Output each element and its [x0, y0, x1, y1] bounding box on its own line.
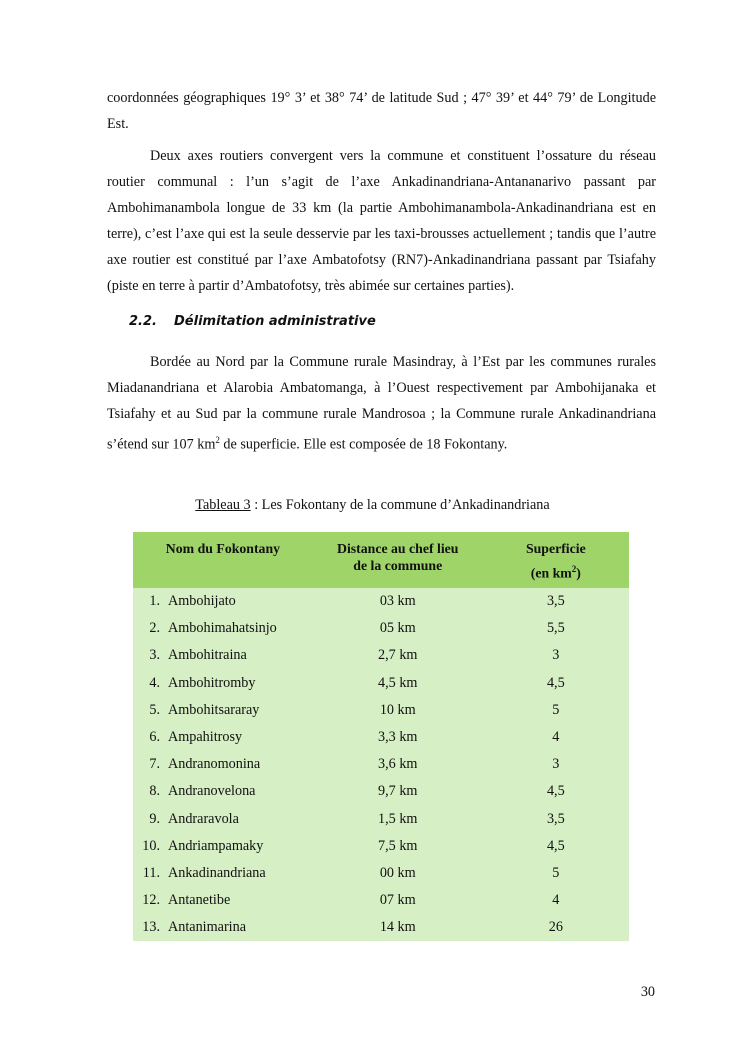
row-index: 6. [149, 729, 160, 746]
row-index: 10. [142, 837, 160, 854]
cell-distance: 4,5 km [378, 674, 418, 691]
table-caption [0, 497, 745, 514]
header-distance [313, 532, 483, 588]
row-index: 2. [149, 620, 160, 637]
cell-name [133, 642, 313, 669]
cell-distance: 00 km [379, 864, 416, 881]
cell-area: 3 [552, 756, 560, 773]
cell-name [133, 670, 313, 697]
header-area-sup: 2 [571, 564, 577, 574]
table-row [133, 751, 629, 778]
page-number: 30 [640, 984, 655, 1000]
cell-area: 3,5 [546, 593, 565, 610]
table-row [133, 697, 629, 724]
cell-name [133, 778, 313, 805]
cell-distance: 05 km [379, 620, 416, 637]
table-row [133, 860, 629, 887]
row-index: 4. [149, 674, 160, 691]
paragraph-boundaries [107, 349, 656, 458]
fokontany-name: Andranomonina [168, 756, 261, 773]
cell-area: 5 [552, 701, 560, 718]
cell-distance: 07 km [379, 892, 416, 909]
header-area-close: ) [576, 565, 581, 581]
row-index: 9. [149, 810, 160, 827]
paragraph-boundaries-text: Bordée au Nord par la Commune rurale Masindray, à l’Est par les communes rurales Miadanandriana et Alarobia Ambatomanga, à l’Ouest respectivement par Ambohijanaka et Tsiafahy et au Sud par la commune rurale Mandrosoa ; la Commune rurale Ankadinandriana s’étend sur 107 km [107, 354, 656, 453]
fokontany-name: Ambohitsararay [168, 701, 260, 718]
fokontany-name: Antanimarina [168, 919, 247, 936]
row-index: 3. [149, 647, 160, 664]
cell-area: 4,5 [546, 837, 565, 854]
cell-name [133, 860, 313, 887]
table-row [133, 615, 629, 642]
cell-area: 3 [552, 647, 560, 664]
paragraph-coordinates: coordonnées géographiques 19° 3’ et 38° 74’ de latitude Sud ; 47° 39’ et 44° 79’ de Longitude Est. [107, 90, 656, 132]
cell-area: 3,5 [546, 810, 565, 827]
cell-area: 4 [552, 729, 560, 746]
fokontany-name: Andriampamaky [168, 837, 264, 854]
paragraph-road-axes: Deux axes routiers convergent vers la commune et constituent l’ossature du réseau routier communal : l’un s’agit de l’axe Ankadinandriana-Antananarivo passant par Ambohimanambola longue de 33 km (la partie Ambohimanambola-Ankadinandriana est en terre), c’est l’axe qui est la seule desservie par les taxi-brousses actuellement ; tandis que l’autre axe routier est constitué par l’axe Ambatofotsy (RN7)-Ankadinandriana passant par Tsiafahy (piste en terre à partir d’Ambatofotsy, très abimée sur certaines parties). [107, 148, 656, 294]
cell-distance: 9,7 km [378, 783, 418, 800]
table-row [133, 724, 629, 751]
header-name: Nom du Fokontany [165, 541, 281, 556]
cell-area: 26 [548, 919, 563, 936]
row-index: 13. [142, 919, 160, 936]
fokontany-name: Ampahitrosy [168, 729, 243, 746]
superscript-2: 2 [215, 435, 220, 445]
cell-distance: 03 km [379, 593, 416, 610]
cell-name [133, 724, 313, 751]
table-caption-text: : Les Fokontany de la commune d’Ankadinandriana [250, 497, 550, 513]
cell-name [133, 615, 313, 642]
table-row [133, 588, 629, 615]
cell-area: 4,5 [546, 783, 565, 800]
cell-area: 4 [552, 892, 560, 909]
header-area-line2 [531, 561, 581, 582]
header-distance-line2: de la commune [353, 558, 443, 573]
table-header-row [133, 532, 629, 588]
cell-area: 5 [552, 864, 560, 881]
cell-distance: 10 km [379, 701, 416, 718]
table-row [133, 778, 629, 805]
table-caption-label: Tableau 3 [195, 497, 251, 513]
header-area-line1: Superficie [525, 541, 586, 556]
row-index: 11. [142, 864, 160, 881]
row-index: 8. [149, 783, 160, 800]
cell-name [133, 751, 313, 778]
header-area-unit: (en km [530, 565, 572, 581]
row-index: 7. [149, 756, 160, 773]
row-index: 5. [149, 701, 160, 718]
cell-distance: 3,3 km [378, 729, 418, 746]
table-row [133, 642, 629, 669]
fokontany-name: Andraravola [168, 810, 239, 827]
table-row [133, 806, 629, 833]
cell-name [133, 914, 313, 941]
cell-distance: 2,7 km [378, 647, 418, 664]
table-body [133, 588, 629, 941]
cell-distance: 14 km [379, 919, 416, 936]
table-row [133, 833, 629, 860]
row-index: 1. [149, 593, 160, 610]
table-row [133, 887, 629, 914]
fokontany-name: Ankadinandriana [168, 864, 266, 881]
cell-name [133, 833, 313, 860]
cell-name [133, 887, 313, 914]
fokontany-name: Ambohitraina [168, 647, 247, 664]
cell-name [133, 697, 313, 724]
table-row [133, 914, 629, 941]
fokontany-name: Ambohijato [168, 593, 236, 610]
fokontany-name: Ambohitromby [168, 674, 256, 691]
cell-name [133, 806, 313, 833]
cell-distance: 7,5 km [378, 837, 418, 854]
fokontany-name: Antanetibe [168, 892, 231, 909]
section-heading [129, 314, 376, 329]
cell-area: 5,5 [546, 620, 565, 637]
table-row [133, 670, 629, 697]
paragraph-boundaries-text-end: de superficie. Elle est composée de 18 Fokontany. [219, 436, 508, 453]
cell-name [133, 588, 313, 615]
fokontany-name: Andranovelona [168, 783, 256, 800]
row-index: 12. [142, 892, 160, 909]
fokontany-name: Ambohimahatsinjo [168, 620, 277, 637]
header-distance-line1: Distance au chef lieu [337, 541, 459, 556]
fokontany-table [133, 532, 629, 941]
cell-distance: 1,5 km [378, 810, 418, 827]
cell-area: 4,5 [546, 674, 565, 691]
section-title: Délimitation administrative [174, 314, 376, 329]
header-area [483, 532, 629, 588]
cell-distance: 3,6 km [378, 756, 418, 773]
section-number: 2.2. [129, 314, 157, 329]
